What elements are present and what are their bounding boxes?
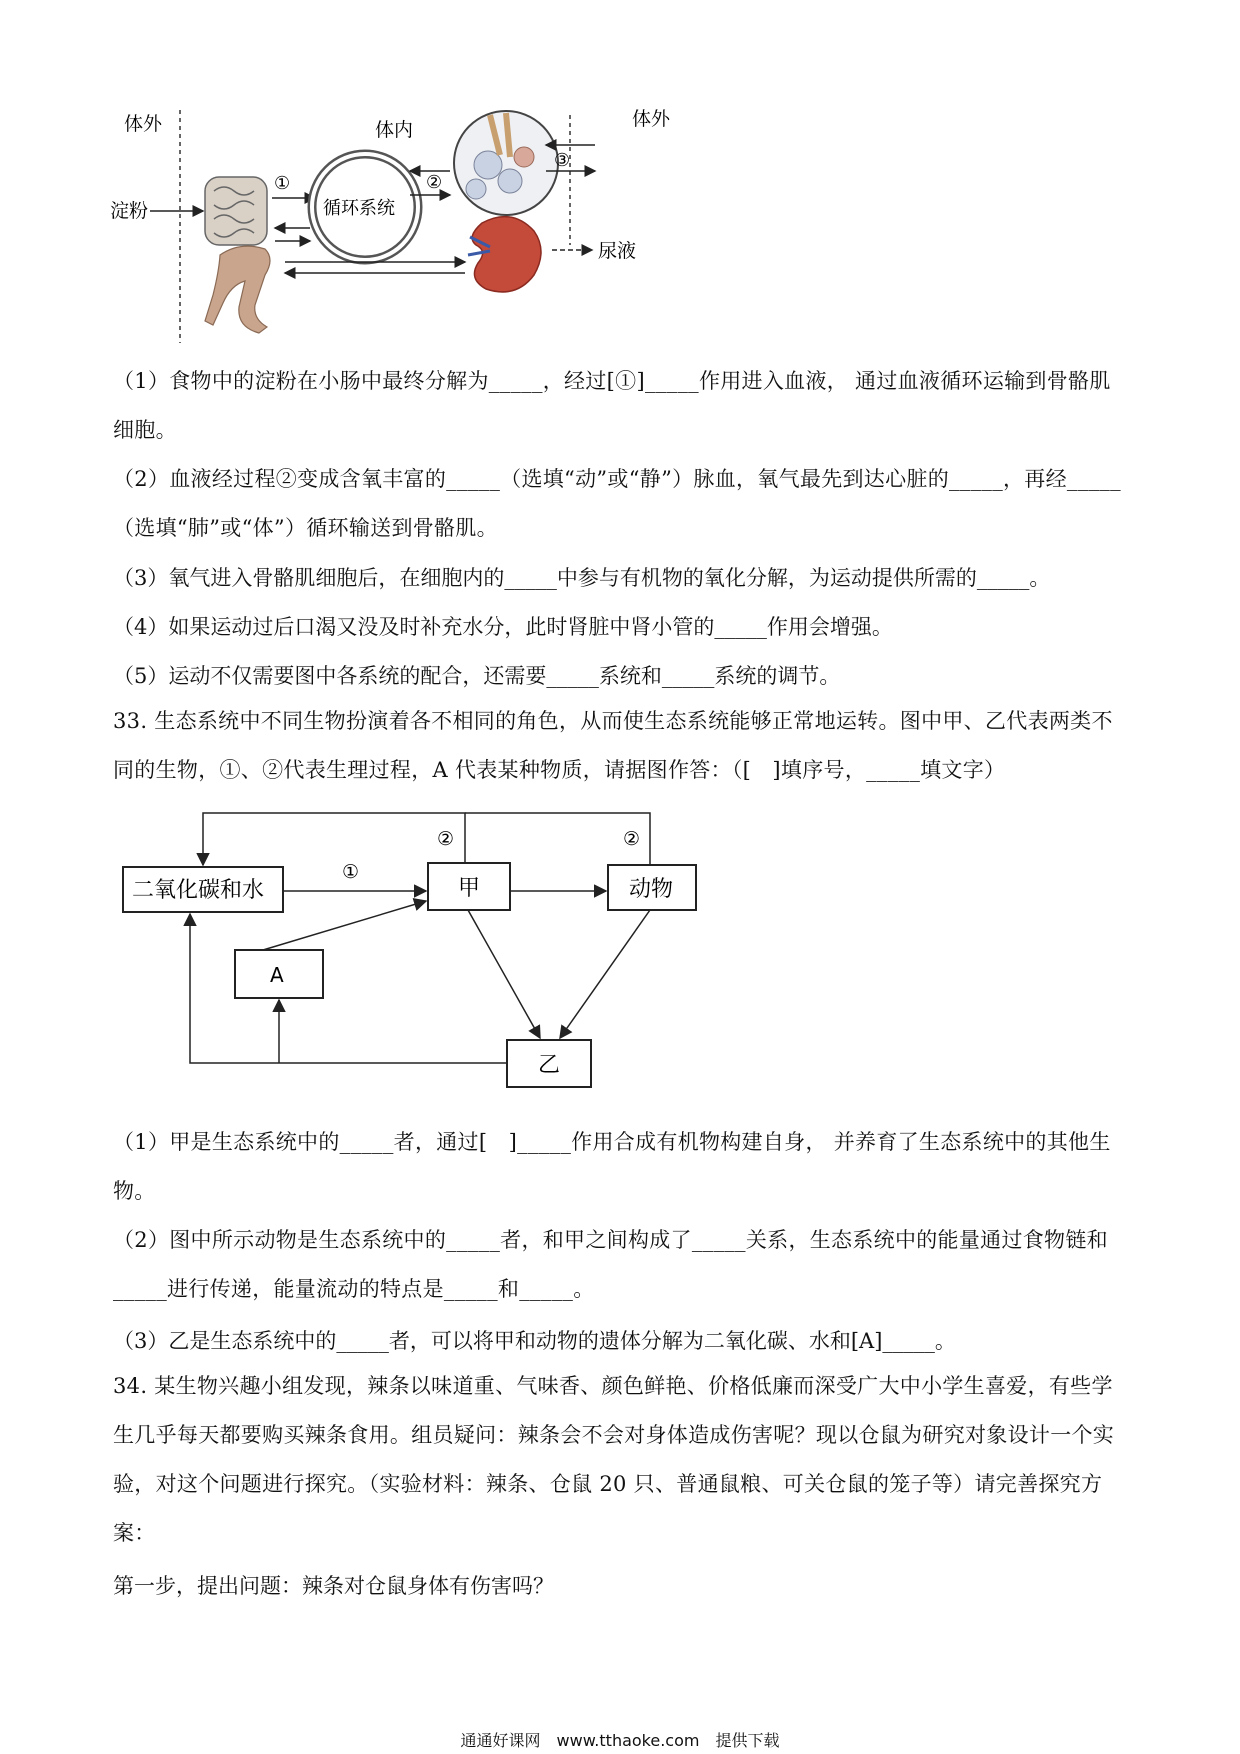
marker-2: ②	[426, 172, 443, 193]
label-animal: 动物	[629, 877, 674, 902]
q34-step1: 第一步，提出问题：辣条对仓鼠身体有伤害吗？	[113, 1574, 554, 1598]
q32-part1: （1）食物中的淀粉在小肠中最终分解为_____，经过[①]_____作用进入血液， 通过血液循环运输到骨骼肌细胞。	[113, 369, 1111, 442]
label-jia: 甲	[458, 876, 481, 901]
q32-part5: （5）运动不仅需要图中各系统的配合，还需要_____系统和_____系统的调节。	[113, 664, 841, 688]
kidney-illustration	[468, 217, 541, 292]
arrow-jia-to-yi	[468, 910, 540, 1038]
arrow-animal-to-yi	[560, 910, 650, 1038]
leg-muscle-illustration	[205, 246, 270, 333]
q34-intro: 34. 某生物兴趣小组发现，辣条以味道重、气味香、颜色鲜艳、价格低廉而深受广大中小学生喜爱，有些学生几乎每天都要购买辣条食用。组员疑问：辣条会不会对身体造成伤害呢？现以仓鼠为研究对象设计一个实验，对这个问题进行探究。（实验材料：辣条、仓鼠 20 只、普通鼠粮、可关仓鼠的笼子等）请完善探究方案：	[113, 1374, 1115, 1545]
marker-1: ①	[274, 173, 291, 194]
figure-body-systems	[110, 105, 690, 345]
label-outside-right: 体外	[632, 108, 671, 130]
q32-part3: （3）氧气进入骨骼肌细胞后，在细胞内的_____中参与有机物的氧化分解，为运动提供所需的_____。	[113, 566, 1051, 590]
label-urine: 尿液	[598, 240, 637, 262]
marker-2a: ②	[437, 828, 455, 850]
label-starch: 淀粉	[110, 200, 149, 222]
label-circulation: 循环系统	[323, 198, 395, 219]
page-footer: 通通好课网 www.tthaoke.com 提供下载	[460, 1731, 780, 1750]
q33-intro: 33. 生态系统中不同生物扮演着各不相同的角色，从而使生态系统能够正常地运转。图中甲、乙代表两类不同的生物，①、②代表生理过程，A 代表某种物质，请据图作答：（[ ]填序号，_____填文字）	[113, 709, 1113, 782]
marker-1: ①	[342, 861, 360, 883]
q33-part2: （2）图中所示动物是生态系统中的_____者，和甲之间构成了_____关系，生态系统中的能量通过食物链和_____进行传递，能量流动的特点是_____和_____。	[113, 1228, 1108, 1301]
q33-part3: （3）乙是生态系统中的_____者，可以将甲和动物的遗体分解为二氧化碳、水和[A]_____。	[113, 1329, 956, 1353]
arrow-a-to-jia	[263, 901, 426, 950]
label-outside-left: 体外	[124, 113, 163, 135]
intestine-illustration	[205, 177, 267, 245]
q32-part2: （2）血液经过程②变成含氧丰富的_____（选填“动”或“静”）脉血，氧气最先到达心脏的_____，再经_____（选填“肺”或“体”）循环输送到骨骼肌。	[113, 467, 1121, 540]
marker-2b: ②	[623, 828, 641, 850]
alveoli-illustration	[454, 111, 558, 215]
figure-ecosystem	[115, 805, 725, 1095]
label-yi: 乙	[538, 1053, 561, 1078]
marker-3: ③	[554, 150, 571, 171]
label-a: A	[270, 963, 284, 987]
q33-part1: （1）甲是生态系统中的_____者，通过[ ]_____作用合成有机物构建自身， 并养育了生态系统中的其他生物。	[113, 1130, 1111, 1203]
arrow-respiration-to-co2	[203, 813, 465, 865]
label-inside: 体内	[375, 119, 414, 141]
q32-part4: （4）如果运动过后口渴又没及时补充水分，此时肾脏中肾小管的_____作用会增强。	[113, 615, 893, 639]
label-co2-water: 二氧化碳和水	[132, 878, 265, 903]
